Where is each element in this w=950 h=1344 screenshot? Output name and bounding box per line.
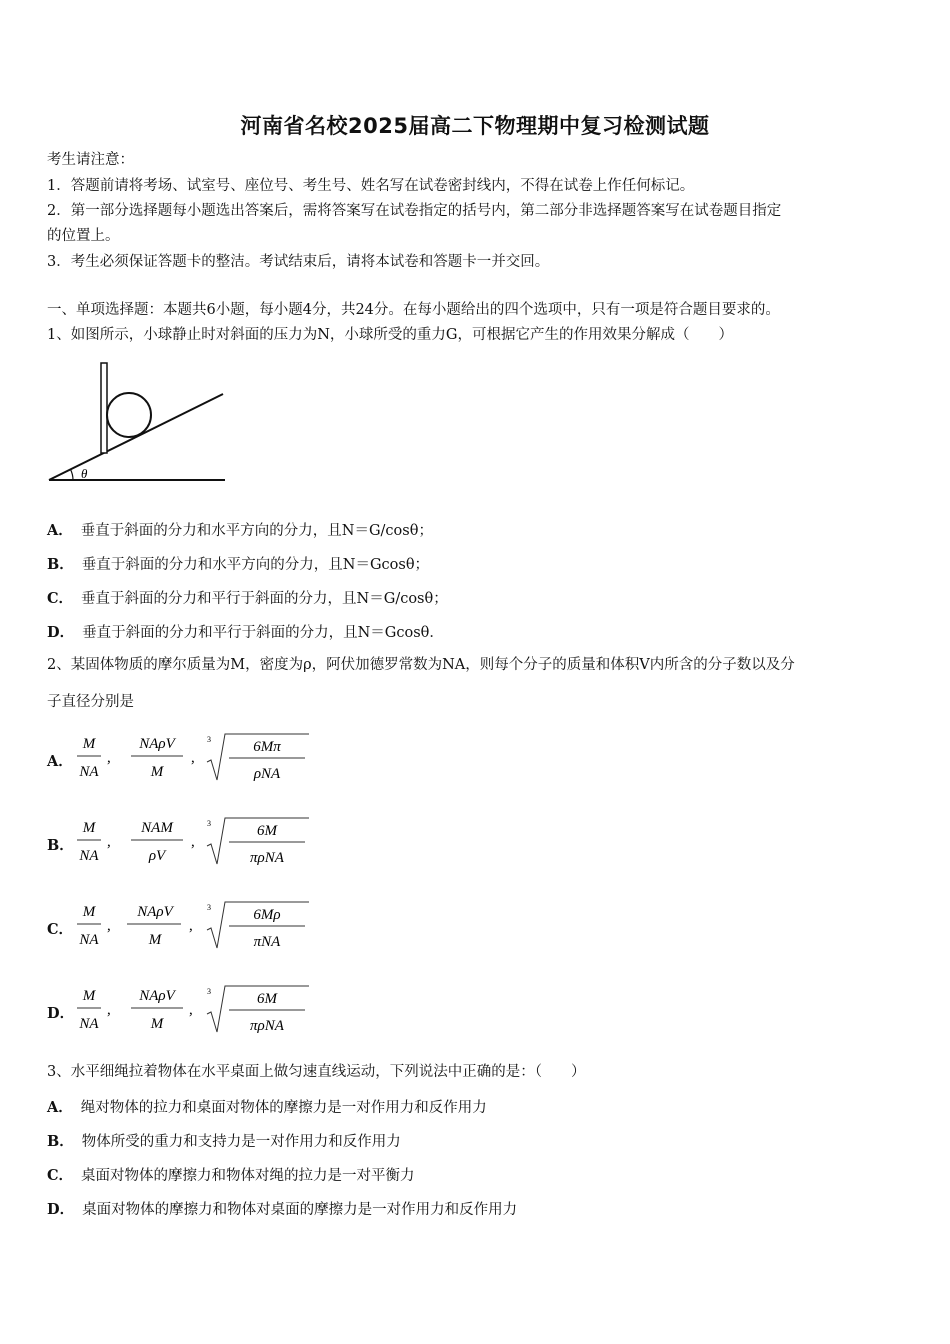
svg-text:M: M [82,904,96,920]
q2-stem-line2: 子直径分别是 [47,694,134,710]
svg-text:6Mρ: 6Mρ [253,907,281,923]
q1-option-c: C． 垂直于斜面的分力和平行于斜面的分力，且N＝G/cosθ； [47,590,448,607]
svg-text:M: M [150,1016,164,1032]
svg-text:M: M [82,736,96,752]
svg-text:NAρV: NAρV [139,736,175,752]
q1-option-d: D． 垂直于斜面的分力和平行于斜面的分力，且N＝Gcosθ． [47,624,444,641]
svg-text:3: 3 [207,819,211,828]
notice-item: 2．第一部分选择题每小题选出答案后，需将答案写在试卷指定的括号内，第二部分非选择题答案写在试卷题目指定 [47,203,782,219]
svg-text:ρV: ρV [148,848,166,864]
q2-option-b: B． M NA , NAM ρV , 3 6M πρNA [47,816,307,872]
comma: , [191,750,195,766]
svg-text:NAρV: NAρV [139,988,175,1004]
svg-text:6M: 6M [257,823,277,839]
comma: , [107,918,111,934]
incline-figure [45,358,230,486]
svg-text:NA: NA [79,932,99,948]
q2-formulas-d [75,984,315,1040]
angle-label: θ [81,466,88,481]
ball [107,393,151,437]
svg-text:NA: NA [79,764,99,780]
q2-formulas-a [75,732,315,788]
q3-stem: 3、水平细绳拉着物体在水平桌面上做匀速直线运动，下列说法中正确的是：（ ） [47,1064,586,1080]
svg-text:ρNA: ρNA [253,766,281,782]
comma: , [191,834,195,850]
page-title: 河南省名校2025届高二下物理期中复习检测试题 [240,114,710,138]
q2-option-c: C． M NA , NAρV M , 3 6Mρ πNA [47,900,307,956]
comma: , [189,1002,193,1018]
q2-option-d: D． M NA , NAρV M , 3 6M πρNA [47,984,307,1040]
q3-option-d: D． 桌面对物体的摩擦力和物体对桌面的摩擦力是一对作用力和反作用力 [47,1201,518,1218]
q2-option-a: A． M NA , NAρV M , 3 6Mπ ρNA [47,732,307,788]
notice-item: 的位置上。 [47,228,120,244]
comma: , [189,918,193,934]
svg-text:M: M [150,764,164,780]
comma: , [107,1002,111,1018]
q3-option-c: C． 桌面对物体的摩擦力和物体对绳的拉力是一对平衡力 [47,1167,415,1184]
q2-formulas-b [75,816,315,872]
svg-text:NA: NA [79,848,99,864]
notice-header: 考生请注意： [47,152,134,168]
q3-option-b: B． 物体所受的重力和支持力是一对作用力和反作用力 [47,1133,401,1150]
svg-text:6M: 6M [257,991,277,1007]
section-header: 一、单项选择题：本题共6小题，每小题4分，共24分。在每小题给出的四个选项中，只有一项是符合题目要求的。 [47,302,780,318]
notice-item: 3．考生必须保证答题卡的整洁。考试结束后，请将本试卷和答题卡一并交回。 [47,254,550,270]
q2-stem-line1: 2、某固体物质的摩尔质量为M，密度为ρ，阿伏加德罗常数为NA，则每个分子的质量和体积V内所含的分子数以及分 [47,657,795,673]
svg-text:M: M [82,988,96,1004]
angle-arc [71,469,74,480]
q2-formulas-c [75,900,315,956]
svg-text:πρNA: πρNA [250,1018,284,1034]
q3-option-a: A． 绳对物体的拉力和桌面对物体的摩擦力是一对作用力和反作用力 [47,1099,487,1116]
svg-text:πNA: πNA [253,934,281,950]
svg-text:NA: NA [79,1016,99,1032]
svg-text:NAM: NAM [141,820,173,836]
svg-text:3: 3 [207,903,211,912]
svg-text:3: 3 [207,987,211,996]
svg-text:M: M [82,820,96,836]
svg-text:NAρV: NAρV [137,904,173,920]
comma: , [107,750,111,766]
q1-stem: 1、如图所示，小球静止时对斜面的压力为N，小球所受的重力G，可根据它产生的作用效果分解成（ ） [47,327,733,343]
notice-item: 1．答题前请将考场、试室号、座位号、考生号、姓名写在试卷密封线内，不得在试卷上作任何标记。 [47,178,695,194]
svg-text:6Mπ: 6Mπ [253,739,281,755]
comma: , [107,834,111,850]
svg-text:3: 3 [207,735,211,744]
svg-text:πρNA: πρNA [250,850,284,866]
svg-text:M: M [148,932,162,948]
vertical-board [101,363,107,453]
q1-option-a: A． 垂直于斜面的分力和水平方向的分力，且N＝G/cosθ； [47,522,433,539]
q1-option-b: B． 垂直于斜面的分力和水平方向的分力，且N＝Gcosθ； [47,556,430,573]
